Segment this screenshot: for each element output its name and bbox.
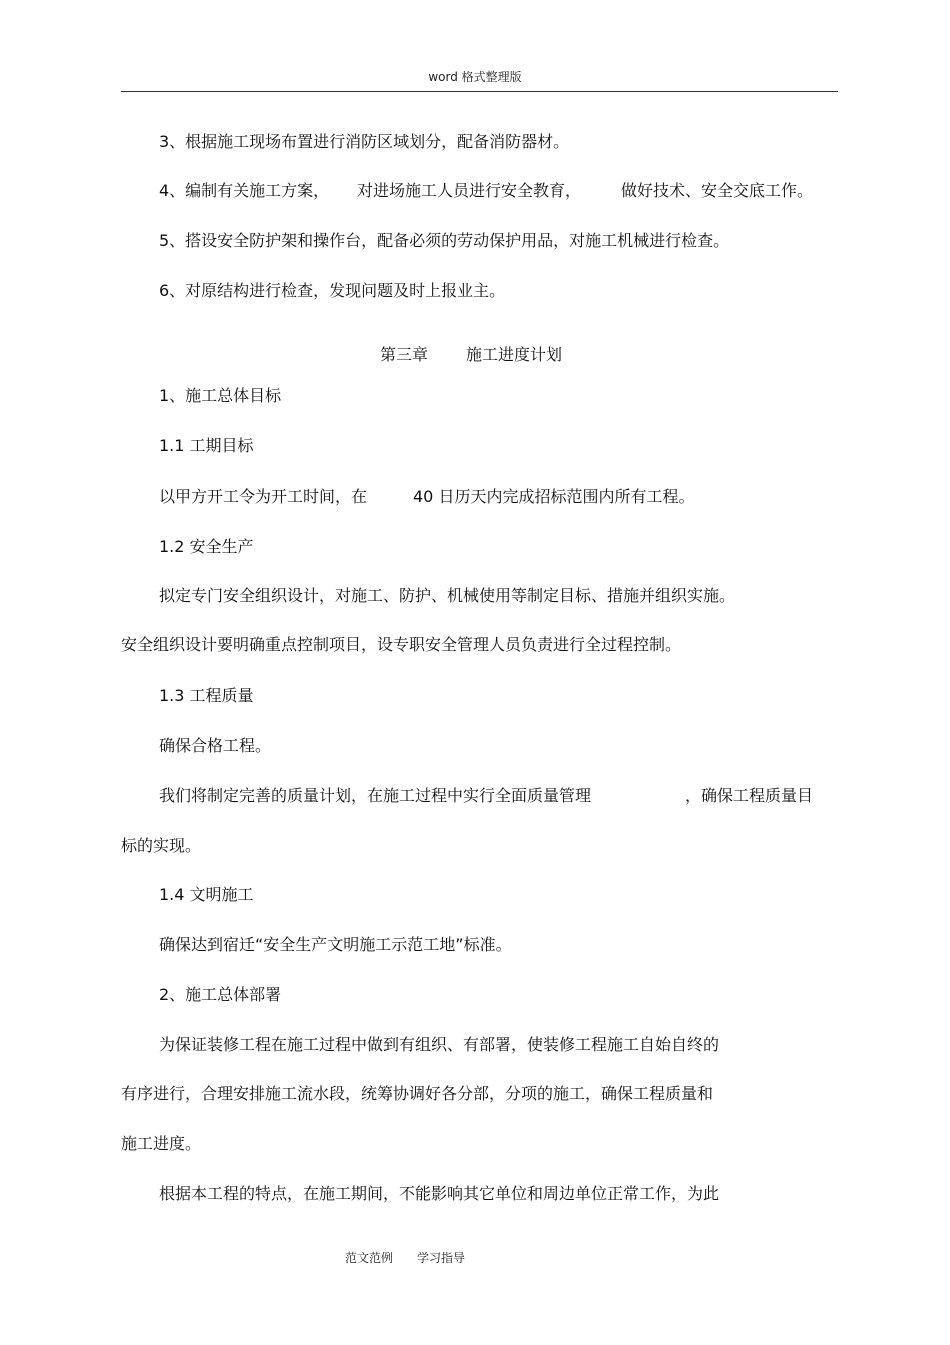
section-heading-2: 2、施工总体部署	[159, 985, 282, 1004]
page-header: word 格式整理版	[428, 70, 522, 84]
subsection-heading-1-3: 1.3 工程质量	[159, 686, 254, 705]
list-item-5: 5、搭设安全防护架和操作台，配备必须的劳动保护用品，对施工机械进行检查。	[159, 231, 730, 250]
list-item-4-part2: 对进场施工人员进行安全教育，	[357, 181, 582, 200]
paragraph-1-2-line2: 安全组织设计要明确重点控制项目，设专职安全管理人员负责进行全过程控制。	[121, 635, 682, 654]
list-item-4-part1: 4、编制有关施工方案，	[159, 181, 330, 200]
list-item-3: 3、根据施工现场布置进行消防区域划分，配备消防器材。	[159, 132, 570, 151]
paragraph-1-1-part1: 以甲方开工令为开工时间，在	[159, 487, 368, 506]
paragraph-2-line1: 为保证装修工程在施工过程中做到有组织、有部署，使装修工程施工自始自终的	[159, 1035, 720, 1054]
subsection-heading-1-1: 1.1 工期目标	[159, 436, 254, 455]
subsection-heading-1-2: 1.2 安全生产	[159, 537, 254, 556]
paragraph-3-line1: 根据本工程的特点，在施工期间，不能影响其它单位和周边单位正常工作，为此	[159, 1184, 720, 1203]
chapter-title: 施工进度计划	[466, 345, 563, 364]
paragraph-1-3-a: 确保合格工程。	[159, 736, 272, 755]
list-item-4-part3: 做好技术、安全交底工作。	[621, 181, 814, 200]
paragraph-2-line2: 有序进行，合理安排施工流水段，统筹协调好各分部，分项的施工，确保工程质量和	[121, 1084, 714, 1103]
footer-left-text: 范文范例	[345, 1251, 394, 1265]
section-heading-1: 1、施工总体目标	[159, 386, 282, 405]
subsection-heading-1-4: 1.4 文明施工	[159, 885, 254, 904]
paragraph-1-3-b-line1-part1: 我们将制定完善的质量计划，在施工过程中实行全面质量管理	[159, 786, 592, 805]
header-divider	[121, 91, 838, 92]
paragraph-1-3-b-line2: 标的实现。	[121, 836, 202, 855]
list-item-6: 6、对原结构进行检查，发现问题及时上报业主。	[159, 281, 506, 300]
paragraph-1-1-part2: 40 日历天内完成招标范围内所有工程。	[413, 487, 695, 506]
footer-right-text: 学习指导	[417, 1251, 466, 1265]
paragraph-1-2-line1: 拟定专门安全组织设计，对施工、防护、机械使用等制定目标、措施并组织实施。	[159, 586, 736, 605]
chapter-number: 第三章	[380, 345, 429, 364]
paragraph-2-line3: 施工进度。	[121, 1134, 202, 1153]
paragraph-1-3-b-line1-part2: ，确保工程质量目	[685, 786, 814, 805]
paragraph-1-4: 确保达到宿迁“安全生产文明施工示范工地”标准。	[159, 935, 512, 954]
